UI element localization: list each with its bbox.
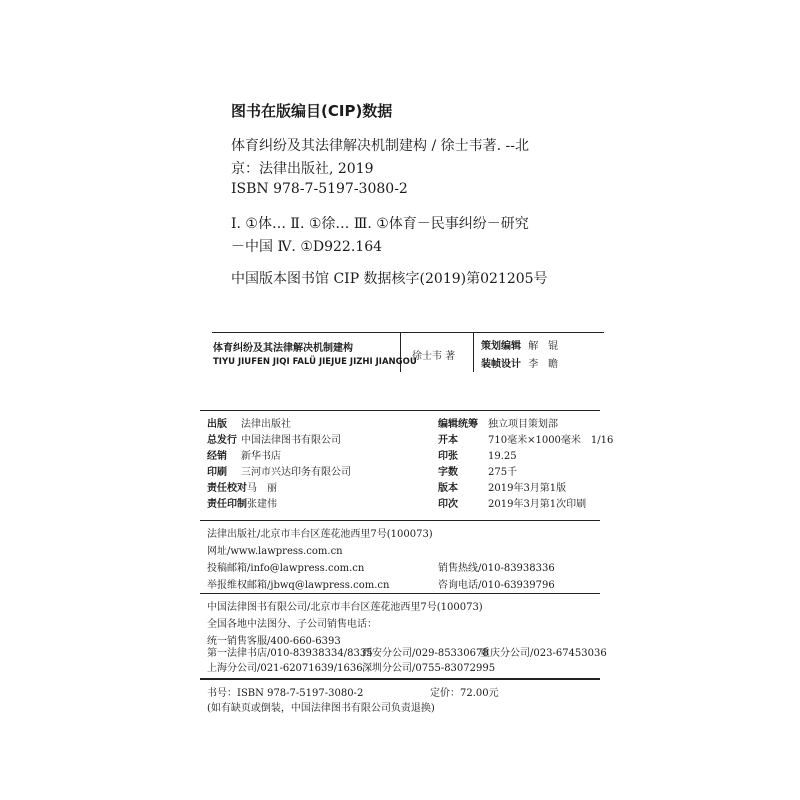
- credit-right-value: 2019年3月第1次印刷: [488, 499, 587, 510]
- cip-title: 图书在版编目(CIP)数据: [231, 102, 393, 120]
- credit-left-label: 责任校对: [207, 483, 247, 494]
- credit-right-row: [438, 415, 558, 430]
- inquiry-phone: 咨询电话/010-63939796: [438, 580, 555, 591]
- credit-left-value: 马 丽: [247, 483, 277, 494]
- credit-left-value: 法律出版社: [241, 419, 291, 430]
- cip-line-5: －中国 Ⅳ. ①D922.164: [231, 239, 383, 255]
- cover-design-label: 装帧设计: [481, 359, 521, 370]
- credit-right-row: [438, 463, 517, 478]
- credit-left-value: 新华书店: [241, 451, 281, 462]
- unified-sales: 统一销售客服/400-660-6393: [207, 636, 341, 647]
- branch-first-bookstore: 第一法律书店/010-83938334/8335: [207, 648, 373, 659]
- cip-line-4: Ⅰ. ①体… Ⅱ. ①徐… Ⅲ. ①体育－民事纠纷－研究: [231, 216, 529, 232]
- credit-left-value: 张建伟: [247, 499, 277, 510]
- credit-left-row: [207, 415, 291, 430]
- credit-right-label: 印次: [438, 499, 458, 510]
- cip-line-6: 中国版本图书馆 CIP 数据核字(2019)第021205号: [231, 271, 548, 287]
- credit-right-value: 710毫米×1000毫米 1/16: [488, 435, 614, 446]
- cip-line-3: ISBN 978-7-5197-3080-2: [231, 181, 408, 197]
- credit-left-row: [207, 447, 281, 462]
- book-price: 定价：72.00元: [430, 688, 499, 699]
- return-note: (如有缺页或倒装，中国法律图书有限公司负责退换): [207, 703, 435, 714]
- branch-xian: 西安分公司/029-85330678: [362, 648, 489, 659]
- credit-right-label: 开本: [438, 435, 458, 446]
- credit-right-row: [438, 447, 517, 462]
- credit-left-label: 印刷: [207, 467, 227, 478]
- branch-shenzhen: 深圳分公司/0755-83072995: [362, 663, 496, 674]
- branch-shanghai: 上海分公司/021-62071639/1636: [207, 663, 363, 674]
- book-title-pinyin: TIYU JIUFEN JIQI FALÜ JIEJUE JIZHI JIANGOU: [213, 357, 417, 367]
- credit-right-value: 19.25: [488, 451, 517, 462]
- credit-right-value: 独立项目策划部: [488, 419, 558, 430]
- book-author: 徐士韦 著: [412, 351, 456, 362]
- credits-top-rule: [200, 410, 600, 411]
- credit-right-label: 字数: [438, 467, 458, 478]
- publisher-website: 网址/www.lawpress.com.cn: [207, 546, 343, 557]
- planning-editor-name: 解 锟: [528, 341, 559, 352]
- credit-left-row: [207, 463, 351, 478]
- rights-email: 举报维权邮箱/jbwq@lawpress.com.cn: [207, 580, 390, 591]
- credit-right-label: 编辑统筹: [438, 419, 478, 430]
- footer-top-rule: [200, 678, 600, 680]
- credit-left-value: 中国法律图书有限公司: [241, 435, 341, 446]
- distributor-address: 中国法律图书有限公司/北京市丰台区莲花池西里7号(100073): [207, 602, 483, 613]
- branches-intro: 全国各地中法图分、子公司销售电话：: [207, 619, 377, 630]
- credit-right-row: [438, 479, 566, 494]
- submission-email: 投稿邮箱/info@lawpress.com.cn: [207, 563, 365, 574]
- credit-left-value: 三河市兴达印务有限公司: [241, 467, 351, 478]
- credit-right-value: 275千: [488, 467, 518, 478]
- credit-left-row: [207, 479, 277, 494]
- credit-right-label: 印张: [438, 451, 458, 462]
- cover-designer-name: 李 瞻: [528, 359, 559, 370]
- cip-line-1: 体育纠纷及其法律解决机制建构 / 徐士韦著. --北: [231, 138, 529, 154]
- credit-right-row: [438, 431, 613, 446]
- sales-hotline: 销售热线/010-83938336: [438, 563, 555, 574]
- credit-right-label: 版本: [438, 483, 458, 494]
- branch-chongqing: 重庆分公司/023-67453036: [480, 648, 607, 659]
- book-box-divider-2: [473, 332, 474, 372]
- publisher-address: 法律出版社/北京市丰台区莲花池西里7号(100073): [207, 529, 433, 540]
- publisher-top-rule: [200, 520, 600, 521]
- book-isbn: 书号：ISBN 978-7-5197-3080-2: [207, 688, 364, 699]
- book-box-top-rule: [212, 332, 604, 333]
- credit-left-row: [207, 495, 277, 510]
- credit-left-label: 出版: [207, 419, 227, 430]
- book-title-cn: 体育纠纷及其法律解决机制建构: [213, 343, 353, 354]
- credit-left-label: 总发行: [207, 435, 237, 446]
- credit-right-value: 2019年3月第1版: [488, 483, 567, 494]
- credit-left-row: [207, 431, 341, 446]
- credit-left-label: 经销: [207, 451, 227, 462]
- planning-editor-label: 策划编辑: [481, 341, 521, 352]
- credit-right-row: [438, 495, 586, 510]
- cip-line-2: 京：法律出版社, 2019: [231, 161, 374, 177]
- credit-left-label: 责任印制: [207, 499, 247, 510]
- distributor-top-rule: [200, 593, 600, 594]
